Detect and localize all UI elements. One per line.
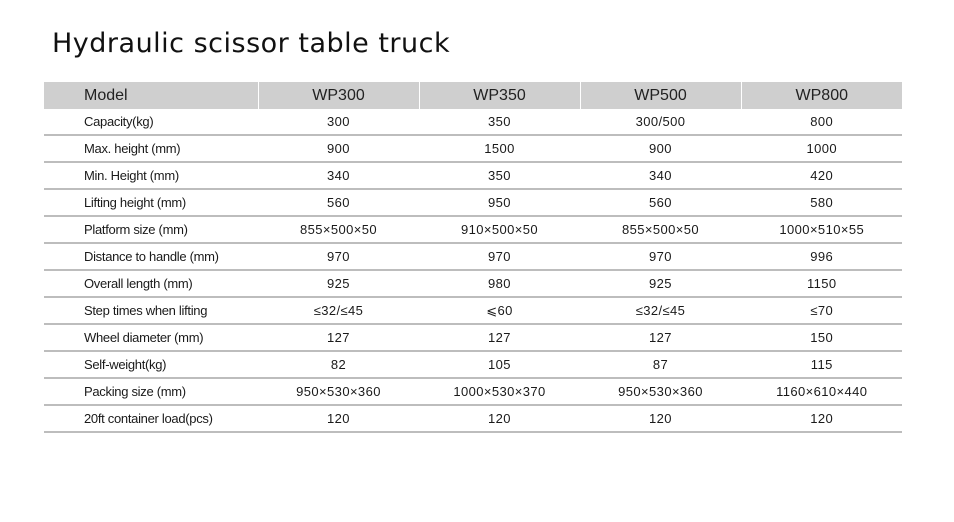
value-cell: 580 bbox=[741, 189, 902, 216]
value-cell: 1150 bbox=[741, 270, 902, 297]
value-cell: 900 bbox=[258, 135, 419, 162]
value-cell: 970 bbox=[258, 243, 419, 270]
table-row bbox=[44, 189, 902, 216]
value-cell: 970 bbox=[419, 243, 580, 270]
value-cell: 87 bbox=[580, 351, 741, 378]
value-cell: 800 bbox=[741, 109, 902, 135]
table-row bbox=[44, 378, 902, 405]
value-cell: 340 bbox=[258, 162, 419, 189]
value-cell: 105 bbox=[419, 351, 580, 378]
table-row bbox=[44, 216, 902, 243]
value-cell: 420 bbox=[741, 162, 902, 189]
value-cell: 950×530×360 bbox=[580, 378, 741, 405]
value-cell: 340 bbox=[580, 162, 741, 189]
value-cell: 910×500×50 bbox=[419, 216, 580, 243]
value-cell: 120 bbox=[258, 405, 419, 432]
value-cell: 300 bbox=[258, 109, 419, 135]
spec-table bbox=[44, 82, 902, 433]
table-row bbox=[44, 324, 902, 351]
value-cell: 560 bbox=[258, 189, 419, 216]
value-cell: 82 bbox=[258, 351, 419, 378]
row-label-cell: Max. height (mm) bbox=[44, 135, 258, 162]
table-row bbox=[44, 405, 902, 432]
value-cell: ≤70 bbox=[741, 297, 902, 324]
table-row bbox=[44, 243, 902, 270]
value-cell: 970 bbox=[580, 243, 741, 270]
table-row bbox=[44, 270, 902, 297]
row-label-cell: Platform size (mm) bbox=[44, 216, 258, 243]
page-title: Hydraulic scissor table truck bbox=[52, 28, 451, 59]
value-cell: 925 bbox=[258, 270, 419, 297]
value-cell: ≤32/≤45 bbox=[580, 297, 741, 324]
value-cell: 120 bbox=[741, 405, 902, 432]
value-cell: 127 bbox=[580, 324, 741, 351]
value-cell: 560 bbox=[580, 189, 741, 216]
header-cell-wp350: WP350 bbox=[419, 82, 580, 109]
value-cell: 950×530×360 bbox=[258, 378, 419, 405]
row-label-cell: Self-weight(kg) bbox=[44, 351, 258, 378]
value-cell: 1160×610×440 bbox=[741, 378, 902, 405]
value-cell: 120 bbox=[419, 405, 580, 432]
row-label-cell: Wheel diameter (mm) bbox=[44, 324, 258, 351]
row-label-cell: Overall length (mm) bbox=[44, 270, 258, 297]
value-cell: 855×500×50 bbox=[258, 216, 419, 243]
value-cell: 300/500 bbox=[580, 109, 741, 135]
value-cell: ⩽60 bbox=[419, 297, 580, 324]
row-label-cell: Min. Height (mm) bbox=[44, 162, 258, 189]
header-cell-wp500: WP500 bbox=[580, 82, 741, 109]
table-row bbox=[44, 162, 902, 189]
header-cell-wp800: WP800 bbox=[741, 82, 902, 109]
value-cell: 996 bbox=[741, 243, 902, 270]
row-label-cell: Capacity(kg) bbox=[44, 109, 258, 135]
table-row bbox=[44, 109, 902, 135]
value-cell: 150 bbox=[741, 324, 902, 351]
row-label-cell: Distance to handle (mm) bbox=[44, 243, 258, 270]
table-body bbox=[44, 109, 902, 432]
row-label-cell: Step times when lifting bbox=[44, 297, 258, 324]
value-cell: 1500 bbox=[419, 135, 580, 162]
value-cell: 1000×530×370 bbox=[419, 378, 580, 405]
value-cell: 925 bbox=[580, 270, 741, 297]
value-cell: 120 bbox=[580, 405, 741, 432]
value-cell: 127 bbox=[258, 324, 419, 351]
table-row bbox=[44, 297, 902, 324]
row-label-cell: Lifting height (mm) bbox=[44, 189, 258, 216]
value-cell: 115 bbox=[741, 351, 902, 378]
value-cell: ≤32/≤45 bbox=[258, 297, 419, 324]
table-row bbox=[44, 351, 902, 378]
value-cell: 1000 bbox=[741, 135, 902, 162]
table-header-row bbox=[44, 82, 902, 109]
row-label-cell: Packing size (mm) bbox=[44, 378, 258, 405]
value-cell: 980 bbox=[419, 270, 580, 297]
header-cell-wp300: WP300 bbox=[258, 82, 419, 109]
value-cell: 350 bbox=[419, 109, 580, 135]
value-cell: 900 bbox=[580, 135, 741, 162]
value-cell: 855×500×50 bbox=[580, 216, 741, 243]
value-cell: 950 bbox=[419, 189, 580, 216]
value-cell: 350 bbox=[419, 162, 580, 189]
value-cell: 1000×510×55 bbox=[741, 216, 902, 243]
value-cell: 127 bbox=[419, 324, 580, 351]
header-cell-model: Model bbox=[44, 82, 258, 109]
table-row bbox=[44, 135, 902, 162]
row-label-cell: 20ft container load(pcs) bbox=[44, 405, 258, 432]
